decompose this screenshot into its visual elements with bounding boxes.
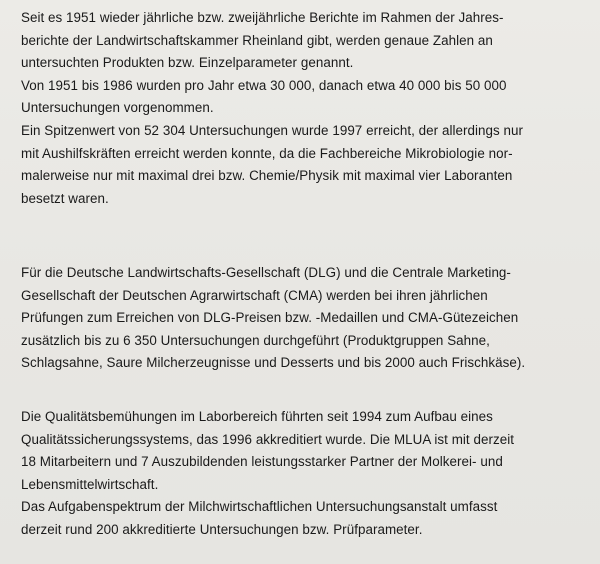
text-line: 18 Mitarbeitern und 7 Auszubildenden leistungsstarker Partner der Molkerei- und	[21, 454, 503, 470]
text-line: Lebensmittelwirtschaft.	[21, 476, 159, 492]
text-line: malerweise nur mit maximal drei bzw. Chemie/Physik mit maximal vier Laboranten	[21, 168, 513, 184]
text-line: zusätzlich bis zu 6 350 Untersuchungen durchgeführt (Produktgruppen Sahne,	[21, 332, 490, 348]
text-line: Untersuchungen vorgenommen.	[21, 100, 214, 116]
text-line: Qualitätssicherungssystems, das 1996 akkreditiert wurde. Die MLUA ist mit derzeit	[21, 431, 515, 447]
paragraph-dlg-cma	[21, 262, 581, 375]
text-line: Prüfungen zum Erreichen von DLG-Preisen bzw. -Medaillen und CMA-Gütezeichen	[21, 310, 519, 326]
paragraph-history	[21, 7, 581, 210]
text-line: Die Qualitätsbemühungen im Laborbereich führten seit 1994 zum Aufbau eines	[21, 409, 493, 424]
text-line: Seit es 1951 wieder jährliche bzw. zweijährliche Berichte im Rahmen der Jahres-	[21, 10, 504, 25]
text-line: berichte der Landwirtschaftskammer Rheinland gibt, werden genaue Zahlen an	[21, 32, 493, 48]
text-line: Für die Deutsche Landwirtschafts-Gesellschaft (DLG) und die Centrale Marketing-	[21, 265, 511, 280]
text-line: Ein Spitzenwert von 52 304 Untersuchungen wurde 1997 erreicht, der allerdings nur	[21, 122, 524, 138]
paragraph-quality	[21, 406, 581, 542]
text-line: untersuchten Produkten bzw. Einzelparameter genannt.	[21, 55, 354, 71]
text-line: Schlagsahne, Saure Milcherzeugnisse und Desserts und bis 2000 auch Frischkäse).	[21, 355, 526, 371]
text-line: Gesellschaft der Deutschen Agrarwirtschaft (CMA) werden bei ihren jährlichen	[21, 287, 488, 303]
text-line: Von 1951 bis 1986 wurden pro Jahr etwa 30 000, danach etwa 40 000 bis 50 000	[21, 77, 507, 93]
text-line: derzeit rund 200 akkreditierte Untersuchungen bzw. Prüfparameter.	[21, 521, 423, 537]
text-line: mit Aushilfskräften erreicht werden konnte, da die Fachbereiche Mikrobiologie nor-	[21, 145, 513, 161]
text-line: Das Aufgabenspektrum der Milchwirtschaftlichen Untersuchungsanstalt umfasst	[21, 499, 498, 515]
text-line: besetzt waren.	[21, 190, 109, 206]
